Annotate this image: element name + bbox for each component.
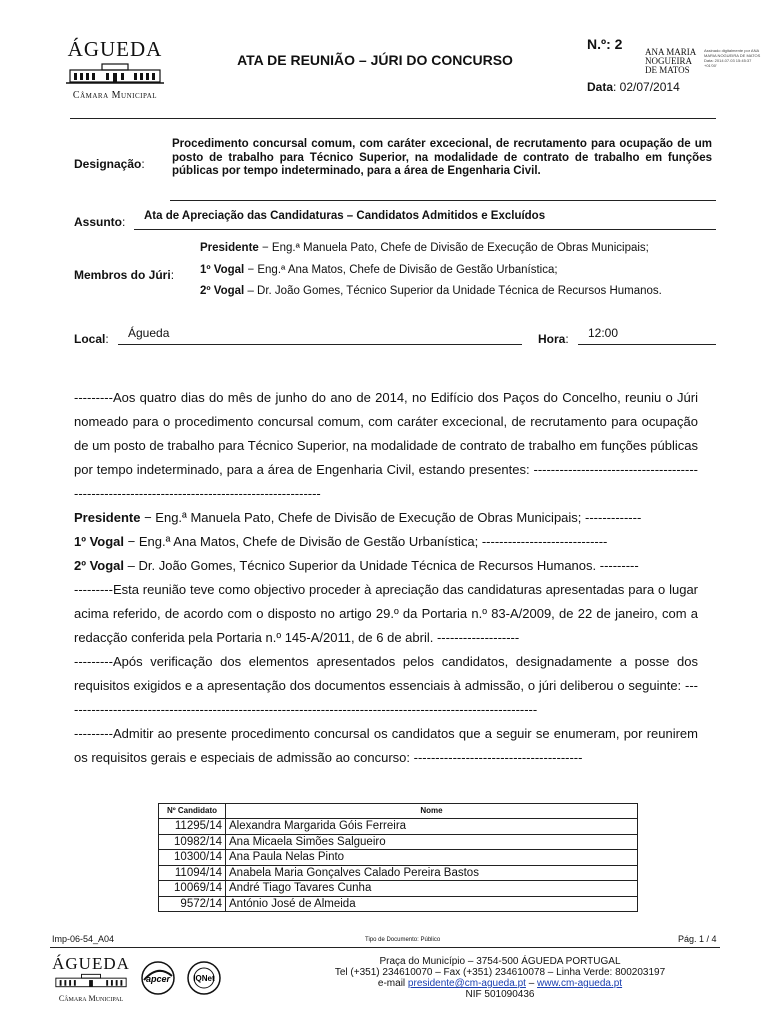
body-presidente-label: Presidente <box>74 510 141 525</box>
body-vogal2-text: – Dr. João Gomes, Técnico Superior da Unidade Técnica de Recursos Humanos. --------- <box>124 558 639 573</box>
phone-line: Tel (+351) 234610070 – Fax (+351) 234610078 – Linha Verde: 800203197 <box>334 967 666 978</box>
line-vogal1 <box>74 530 698 554</box>
paragraph-3: ---------Após verificação dos elementos apresentados pelos candidatos, designadamente a posse dos requisitos exigidos e a apresentação dos documentos essenciais à admissão, o júri deliberou o seguinte: -------------------------------------------------------------------------------------------------------------- <box>74 654 698 717</box>
table-row <box>159 881 638 897</box>
col-header-name: Nome <box>226 804 638 819</box>
local-label-text: Local <box>74 332 106 346</box>
local-label: Local: <box>74 332 109 346</box>
candidate-name: Anabela Maria Gonçalves Calado Pereira Bastos <box>226 865 638 881</box>
candidate-name: Alexandra Margarida Góis Ferreira <box>226 819 638 835</box>
designacao-text: Procedimento concursal comum, com caráter excecional, de recrutamento para ocupação de um posto de trabalho para Técnico Superior, na modalidade de contrato de trabalho em funções públicas por tempo indeterminado, para a área de Engenharia Civil. <box>172 138 712 177</box>
paragraph-2: ---------Esta reunião teve como objectivo proceder à apreciação das candidaturas apresentadas para o lugar acima referido, de acordo com o disposto no artigo 29.º da Portaria n.º 83-A/2009, de 22 de janeiro, com a redacção conferida pela Portaria n.º 145-A/2011, de 6 de abril. ------------------- <box>74 582 698 645</box>
body-vogal2-label: 2º Vogal <box>74 558 125 573</box>
minutes-body <box>74 386 698 770</box>
town-hall-icon <box>66 62 164 84</box>
body-presidente-text: − Eng.ª Manuela Pato, Chefe de Divisão de Execução de Obras Municipais; ------------- <box>140 510 642 525</box>
designacao-label: Designação: <box>74 157 145 171</box>
footer-rule <box>50 947 720 948</box>
assunto-label-text: Assunto <box>74 215 122 229</box>
contact-line <box>300 978 700 989</box>
membros-label-text: Membros do Júri <box>74 268 171 282</box>
candidate-number: 11295/14 <box>159 819 226 835</box>
candidate-number: 10982/14 <box>159 834 226 850</box>
document-type: Tipo de Documento: Público <box>365 937 441 943</box>
header-rule <box>70 118 716 119</box>
footer-logo-subtitle: Câmara Municipal <box>58 994 124 1003</box>
assunto-label: Assunto: <box>74 215 126 229</box>
assunto-text: Ata de Apreciação das Candidaturas – Candidatos Admitidos e Excluídos <box>144 210 546 222</box>
iqnet-label: IQNet <box>193 974 215 983</box>
candidate-name: Ana Paula Nelas Pinto <box>226 850 638 866</box>
candidate-number: 10069/14 <box>159 881 226 897</box>
iqnet-certification-icon <box>182 960 226 996</box>
email-link[interactable]: presidente@cm-agueda.pt <box>407 978 526 989</box>
body-vogal1-text: − Eng.ª Ana Matos, Chefe de Divisão de Gestão Urbanística; ----------------------------- <box>124 534 608 549</box>
website-link[interactable]: www.cm-agueda.pt <box>537 978 623 989</box>
contact-separator: – <box>525 978 538 989</box>
document-date <box>587 80 680 94</box>
date-label: Data <box>587 80 614 94</box>
form-code: Imp-06-54_A04 <box>52 934 115 944</box>
table-row <box>159 834 638 850</box>
hora-value: 12:00 <box>588 326 619 340</box>
apcer-certification-icon <box>136 960 180 996</box>
table-row <box>159 896 638 912</box>
vogal2-label: 2º Vogal <box>200 285 245 297</box>
designacao-label-text: Designação <box>74 157 142 171</box>
footer-address <box>300 956 700 1000</box>
signature-name-text: ANA MARIA NOGUEIRA DE MATOS <box>645 47 696 75</box>
footer-logo-name: ÁGUEDA <box>52 954 130 973</box>
hora-label-text: Hora <box>538 332 566 346</box>
presidente-text: − Eng.ª Manuela Pato, Chefe de Divisão de Execução de Obras Municipais; <box>258 242 649 254</box>
candidate-name: António José de Almeida <box>226 896 638 912</box>
candidate-number: 9572/14 <box>159 896 226 912</box>
candidate-number: 11094/14 <box>159 865 226 881</box>
candidate-number: 10300/14 <box>159 850 226 866</box>
paragraph-4: ---------Admitir ao presente procedimento concursal os candidatos que a seguir se enumeram, por reunirem os requisitos gerais e especiais de admissão ao concurso: --------------------------------------- <box>74 726 698 765</box>
line-vogal2 <box>74 554 698 578</box>
page-number: Pág. 1 / 4 <box>678 934 717 944</box>
local-rule <box>118 344 522 345</box>
membros-list <box>200 238 712 303</box>
col-header-number: Nº Candidato <box>159 804 226 819</box>
candidate-name: André Tiago Tavares Cunha <box>226 881 638 897</box>
logo-name: ÁGUEDA <box>67 37 163 61</box>
email-prefix: e-mail <box>377 978 408 989</box>
table-row <box>159 865 638 881</box>
date-value: : 02/07/2014 <box>613 80 680 94</box>
line-presidente <box>74 506 698 530</box>
document-title: ATA DE REUNIÃO – JÚRI DO CONCURSO <box>237 52 513 68</box>
municipality-logo <box>60 38 170 101</box>
membro-presidente <box>200 238 712 260</box>
vogal1-text: − Eng.ª Ana Matos, Chefe de Divisão de Gestão Urbanística; <box>244 263 558 276</box>
assunto-rule <box>134 229 716 230</box>
vogal2-text: – Dr. João Gomes, Técnico Superior da Unidade Técnica de Recursos Humanos. <box>244 285 662 297</box>
table-row <box>159 819 638 835</box>
membro-vogal1 <box>200 260 712 282</box>
document-number: N.º: 2 <box>587 36 623 52</box>
footer-logo <box>50 955 132 1003</box>
designacao-rule <box>170 200 716 201</box>
table-header-row <box>159 804 638 819</box>
local-value: Águeda <box>128 326 170 340</box>
vogal1-label: 1º Vogal <box>200 263 245 276</box>
nif-line: NIF 501090436 <box>465 989 535 1000</box>
footer-town-hall-icon <box>53 973 129 989</box>
table-row <box>159 850 638 866</box>
membros-label: Membros do Júri: <box>74 268 175 282</box>
candidates-table <box>158 803 638 912</box>
hora-label: Hora: <box>538 332 569 346</box>
apcer-label: apcer <box>145 974 171 984</box>
address-line: Praça do Município – 3754-500 ÁGUEDA PORTUGAL <box>379 956 621 967</box>
presidente-label: Presidente <box>200 242 259 254</box>
body-vogal1-label: 1º Vogal <box>74 534 125 549</box>
logo-subtitle: Câmara Municipal <box>72 90 158 101</box>
digital-signature-detail: Assinado digitalmente por ANA MARIA NOGUEIRA DE MATOS Data: 2014.07.03 15:45:37 +01'00' <box>704 48 761 68</box>
paragraph-1: ---------Aos quatro dias do mês de junho do ano de 2014, no Edifício dos Paços do Concelho, reuniu o Júri nomeado para o procedimento concursal comum, com caráter excecional, de recrutamento para ocupação de um posto de trabalho para Técnico Superior, na modalidade de contrato de trabalho em funções públicas por tempo indeterminado, para a área de Engenharia Civil, estando presentes: ----------------------------------------------------------------------------------------------- <box>74 390 698 501</box>
candidate-name: Ana Micaela Simões Salgueiro <box>226 834 638 850</box>
hora-rule <box>578 344 716 345</box>
digital-signature-name <box>645 48 701 75</box>
membro-vogal2 <box>200 281 712 303</box>
